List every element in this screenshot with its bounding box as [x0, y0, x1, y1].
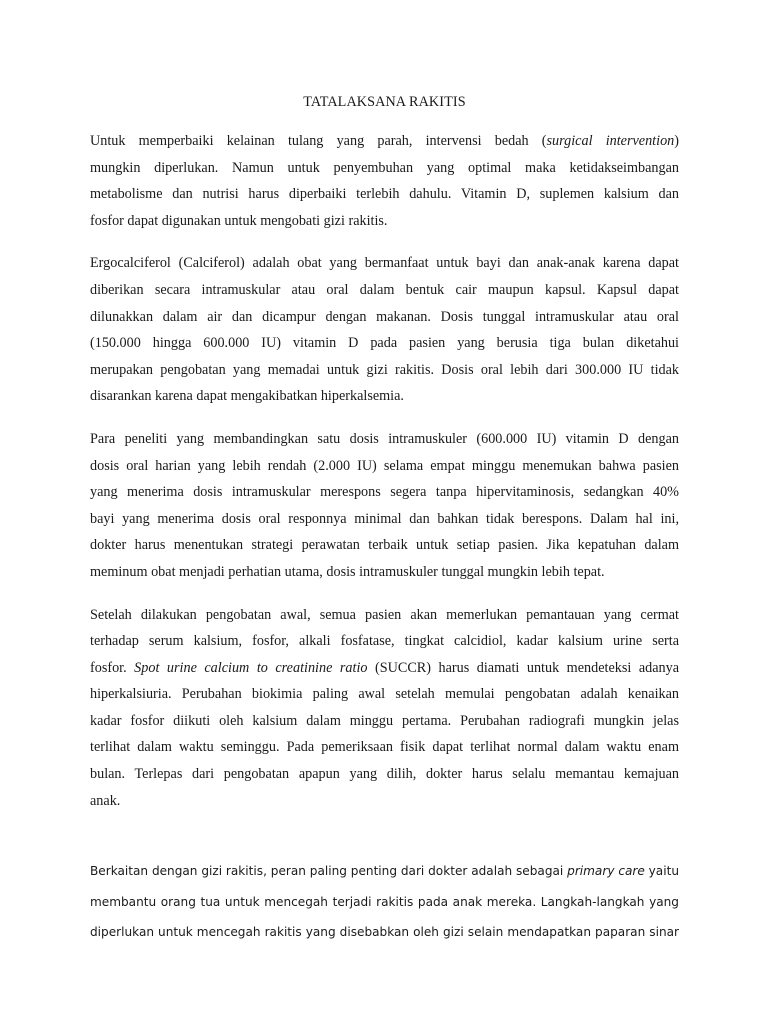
paragraph-3: [90, 426, 679, 586]
paragraph-line: mungkin diperlukan. Namun untuk penyembuhan yang optimal maka ketidakseimbangan: [90, 159, 679, 176]
paragraph-line: Setelah dilakukan pengobatan awal, semua pasien akan memerlukan pemantauan yang cermat: [90, 606, 679, 623]
paragraph-line: bayi yang menerima dosis oral responnya minimal dan bahkan tidak berespons. Dalam hal ini,: [90, 510, 679, 527]
italic-term: primary care: [567, 864, 645, 879]
paragraph-5: [90, 856, 679, 948]
paragraph-line: fosfor dapat digunakan untuk mengobati gizi rakitis.: [90, 212, 388, 229]
paragraph-line: disarankan karena dapat mengakibatkan hiperkalsemia.: [90, 388, 404, 405]
paragraph-line: dilunakkan dalam air dan dicampur dengan makanan. Dosis tunggal intramuskular atau oral: [90, 308, 679, 325]
paragraph-4: [90, 602, 679, 815]
paragraph-line: (150.000 hingga 600.000 IU) vitamin D pada pasien yang berusia tiga bulan diketahui: [90, 335, 679, 352]
paragraph-line: Berkaitan dengan gizi rakitis, peran paling penting dari dokter adalah sebagai primary care yaitu: [90, 864, 679, 879]
paragraph-line: terlihat dalam waktu seminggu. Pada pemeriksaan fisik dapat terlihat normal dalam waktu enam: [90, 739, 679, 756]
paragraph-line: dokter harus menentukan strategi perawatan terbaik untuk setiap pasien. Jika kepatuhan dalam: [90, 537, 679, 554]
paragraph-line: yang menerima dosis intramuskular merespons segera tanpa hipervitaminosis, sedangkan 40%: [90, 484, 679, 501]
paragraph-line: Ergocalciferol (Calciferol) adalah obat yang bermanfaat untuk bayi dan anak-anak karena dapat: [90, 255, 679, 272]
paragraph-line: meminum obat menjadi perhatian utama, dosis intramuskuler tunggal mungkin lebih tepat.: [90, 563, 605, 580]
paragraph-line: merupakan pengobatan yang memadai untuk gizi rakitis. Dosis oral lebih dari 300.000 IU tidak: [90, 361, 679, 378]
paragraph-line: anak.: [90, 792, 121, 809]
document-body: [90, 92, 679, 948]
paragraph-line: metabolisme dan nutrisi harus diperbaiki terlebih dahulu. Vitamin D, suplemen kalsium dan: [90, 186, 679, 203]
paragraph-line: diperlukan untuk mencegah rakitis yang disebabkan oleh gizi selain mendapatkan paparan sinar: [90, 925, 679, 940]
paragraph-spacer: [90, 830, 679, 856]
paragraph-2: [90, 250, 679, 410]
paragraph-line: hiperkalsiuria. Perubahan biokimia paling awal setelah memulai pengobatan adalah kenaikan: [90, 686, 679, 703]
paragraph-line: bulan. Terlepas dari pengobatan apapun yang dilih, dokter harus selalu memantau kemajuan: [90, 766, 679, 783]
paragraph-line: diberikan secara intramuskular atau oral dalam bentuk cair maupun kapsul. Kapsul dapat: [90, 281, 679, 298]
paragraph-line: Untuk memperbaiki kelainan tulang yang parah, intervensi bedah (surgical intervention): [90, 133, 679, 149]
paragraph-line: Para peneliti yang membandingkan satu dosis intramuskuler (600.000 IU) vitamin D dengan: [90, 430, 679, 447]
paragraph-line: terhadap serum kalsium, fosfor, alkali fosfatase, tingkat calcidiol, kadar kalsium urine serta: [90, 633, 679, 650]
paragraph-1: [90, 128, 679, 234]
paragraph-line: kadar fosfor diikuti oleh kalsium dalam minggu pertama. Perubahan radiografi mungkin jelas: [90, 712, 679, 729]
italic-term: Spot urine calcium to creatinine ratio: [134, 659, 368, 676]
document-title: TATALAKSANA RAKITIS: [303, 94, 466, 110]
paragraph-line: membantu orang tua untuk mencegah terjadi rakitis pada anak mereka. Langkah-langkah yang: [90, 894, 679, 909]
paragraph-line: fosfor. Spot urine calcium to creatinine ratio (SUCCR) harus diamati untuk mendeteksi adanya: [90, 659, 679, 676]
italic-term: surgical intervention: [546, 133, 675, 149]
paragraph-line: dosis oral harian yang lebih rendah (2.000 IU) selama empat minggu menemukan bahwa pasien: [90, 457, 679, 474]
